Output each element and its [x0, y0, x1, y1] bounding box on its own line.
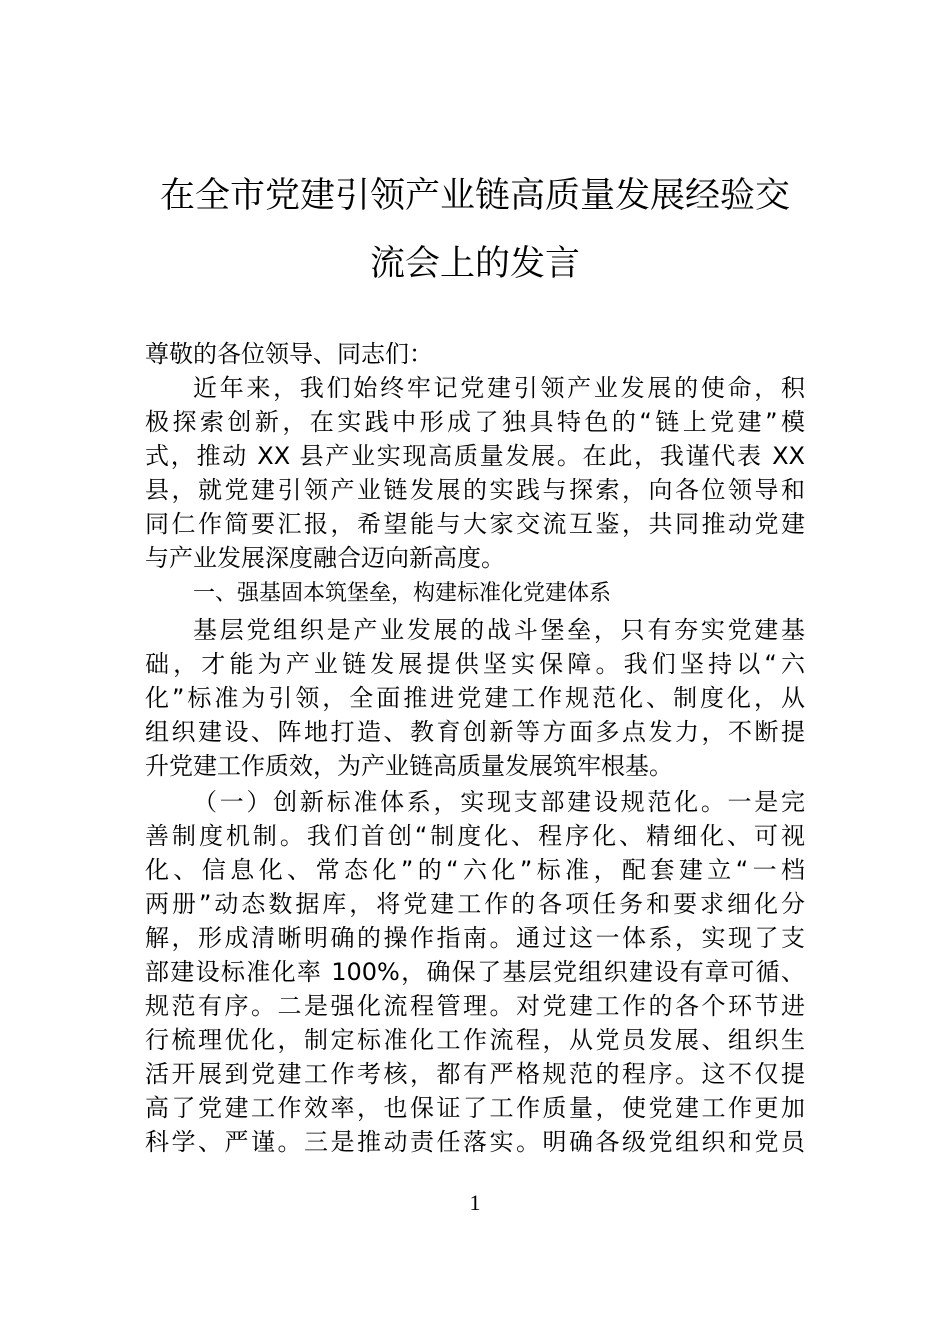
paragraph-line: 行梳理优化，制定标准化工作流程，从党员发展、组织生 [145, 1026, 805, 1054]
page-number: 1 [469, 1190, 481, 1215]
paragraph-line: 两册”动态数据库，将党建工作的各项任务和要求细化分 [145, 890, 805, 918]
document-title-line-1: 在全市党建引领产业链高质量发展经验交 [159, 176, 790, 216]
paragraph-line: 活开展到党建工作考核，都有严格规范的程序。这不仅提 [145, 1060, 805, 1088]
paragraph-line: 化、信息化、常态化”的“六化”标准，配套建立“一档 [145, 856, 805, 884]
salutation: 尊敬的各位领导、同志们： [145, 340, 433, 368]
paragraph-line: 县，就党建引领产业链发展的实践与探索，向各位领导和 [145, 476, 805, 504]
paragraph-line: 高了党建工作效率，也保证了工作质量，使党建工作更加 [145, 1094, 805, 1122]
paragraph-line: 与产业发展深度融合迈向新高度。 [145, 544, 505, 572]
section-heading: 一、强基固本筑堡垒，构建标准化党建体系 [193, 581, 612, 606]
paragraph-line: 升党建工作质效，为产业链高质量发展筑牢根基。 [145, 752, 673, 780]
paragraph-line: 础，才能为产业链发展提供坚实保障。我们坚持以“六 [145, 650, 805, 678]
paragraph-line: （一）创新标准体系，实现支部建设规范化。一是完 [193, 788, 805, 816]
paragraph-line: 化”标准为引领，全面推进党建工作规范化、制度化，从 [145, 684, 805, 712]
paragraph-line: 极探索创新，在实践中形成了独具特色的“链上党建”模 [145, 408, 805, 436]
document-title-line-2: 流会上的发言 [369, 244, 580, 284]
paragraph-line: 同仁作简要汇报，希望能与大家交流互鉴，共同推动党建 [145, 510, 805, 538]
paragraph-line: 科学、严谨。三是推动责任落实。明确各级党组织和党员 [145, 1128, 805, 1156]
paragraph-line: 组织建设、阵地打造、教育创新等方面多点发力，不断提 [145, 718, 805, 746]
paragraph-line: 规范有序。二是强化流程管理。对党建工作的各个环节进 [145, 992, 805, 1020]
paragraph-line: 基层党组织是产业发展的战斗堡垒，只有夯实党建基 [193, 616, 805, 644]
paragraph-line: 部建设标准化率 100%，确保了基层党组织建设有章可循、 [145, 958, 805, 986]
paragraph-line: 善制度机制。我们首创“制度化、程序化、精细化、可视 [145, 822, 805, 850]
paragraph-line: 解，形成清晰明确的操作指南。通过这一体系，实现了支 [145, 924, 805, 952]
paragraph-line: 式，推动 XX 县产业实现高质量发展。在此，我谨代表 XX [145, 442, 805, 470]
paragraph-line: 近年来，我们始终牢记党建引领产业发展的使命，积 [193, 374, 805, 402]
